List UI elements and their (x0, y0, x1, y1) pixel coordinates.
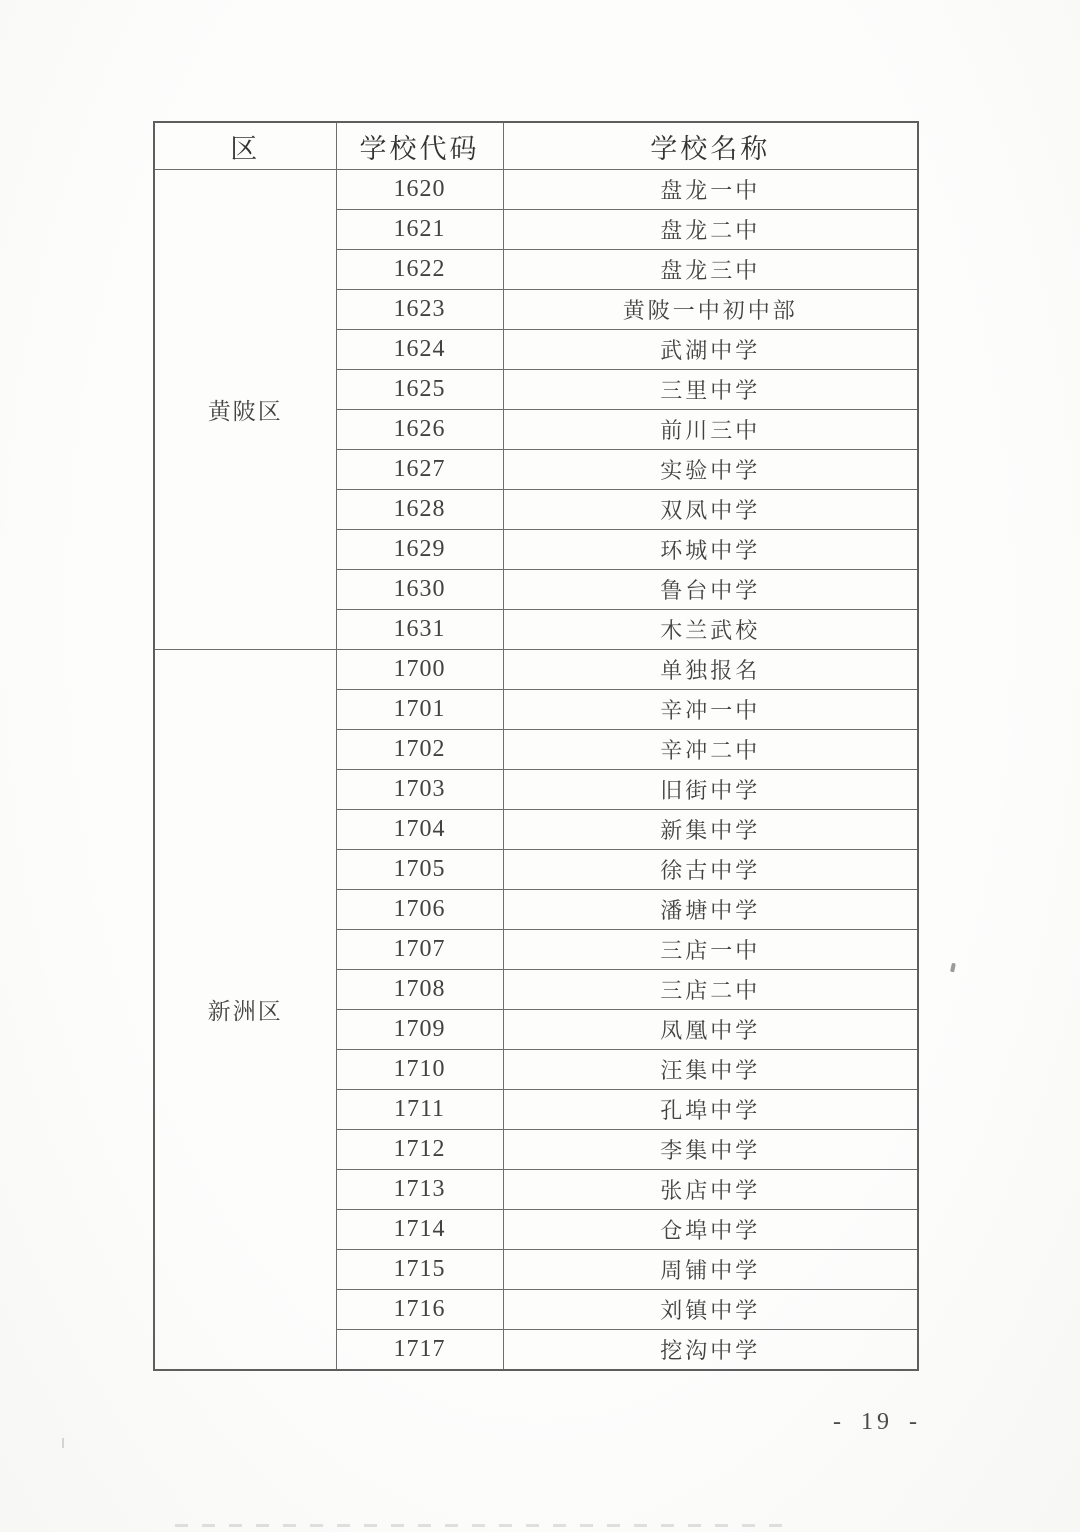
school-name-cell: 张店中学 (503, 1170, 918, 1210)
school-code-cell: 1715 (336, 1250, 503, 1290)
page-number: - 19 - (833, 1409, 921, 1435)
district-cell: 黄陂区 (154, 170, 336, 650)
school-code-cell: 1625 (336, 370, 503, 410)
school-name-cell: 三里中学 (503, 370, 918, 410)
school-name-cell: 孔埠中学 (503, 1090, 918, 1130)
school-name-cell: 潘塘中学 (503, 890, 918, 930)
school-name-cell: 汪集中学 (503, 1050, 918, 1090)
school-name-cell: 黄陂一中初中部 (503, 290, 918, 330)
school-code-cell: 1706 (336, 890, 503, 930)
school-code-cell: 1622 (336, 250, 503, 290)
school-name-cell: 新集中学 (503, 810, 918, 850)
school-code-cell: 1716 (336, 1290, 503, 1330)
school-code-cell: 1714 (336, 1210, 503, 1250)
school-name-cell: 李集中学 (503, 1130, 918, 1170)
header-school-code: 学校代码 (336, 122, 503, 170)
school-code-cell: 1703 (336, 770, 503, 810)
school-name-cell: 木兰武校 (503, 610, 918, 650)
header-district: 区 (154, 122, 336, 170)
school-name-cell: 三店一中 (503, 930, 918, 970)
school-name-cell: 三店二中 (503, 970, 918, 1010)
school-name-cell: 周铺中学 (503, 1250, 918, 1290)
school-code-cell: 1623 (336, 290, 503, 330)
school-code-cell: 1621 (336, 210, 503, 250)
school-name-cell: 盘龙二中 (503, 210, 918, 250)
table-header (154, 122, 918, 170)
school-name-cell: 盘龙一中 (503, 170, 918, 210)
school-name-cell: 鲁台中学 (503, 570, 918, 610)
school-name-cell: 单独报名 (503, 650, 918, 690)
school-name-cell: 刘镇中学 (503, 1290, 918, 1330)
school-name-cell: 徐古中学 (503, 850, 918, 890)
school-name-cell: 凤凰中学 (503, 1010, 918, 1050)
table-row (154, 170, 918, 210)
school-name-cell: 辛冲一中 (503, 690, 918, 730)
scan-speck-artifact (950, 963, 956, 973)
school-name-cell: 挖沟中学 (503, 1330, 918, 1371)
header-row (154, 122, 918, 170)
school-name-cell: 环城中学 (503, 530, 918, 570)
school-code-cell: 1630 (336, 570, 503, 610)
school-code-cell: 1631 (336, 610, 503, 650)
school-code-cell: 1712 (336, 1130, 503, 1170)
school-code-cell: 1620 (336, 170, 503, 210)
school-code-cell: 1707 (336, 930, 503, 970)
school-code-table (153, 121, 919, 1371)
school-code-cell: 1627 (336, 450, 503, 490)
school-name-cell: 旧街中学 (503, 770, 918, 810)
scan-bottom-smudge-artifact (175, 1524, 790, 1527)
table-row (154, 650, 918, 690)
district-cell: 新洲区 (154, 650, 336, 1371)
school-name-cell: 前川三中 (503, 410, 918, 450)
school-code-cell: 1711 (336, 1090, 503, 1130)
school-name-cell: 武湖中学 (503, 330, 918, 370)
school-code-cell: 1700 (336, 650, 503, 690)
school-code-cell: 1624 (336, 330, 503, 370)
school-code-cell: 1628 (336, 490, 503, 530)
header-school-name: 学校名称 (503, 122, 918, 170)
table-body (154, 170, 918, 1371)
school-name-cell: 双凤中学 (503, 490, 918, 530)
school-code-cell: 1629 (336, 530, 503, 570)
scan-tick-artifact (62, 1438, 64, 1448)
school-code-cell: 1705 (336, 850, 503, 890)
school-name-cell: 实验中学 (503, 450, 918, 490)
school-code-cell: 1626 (336, 410, 503, 450)
school-name-cell: 仓埠中学 (503, 1210, 918, 1250)
school-code-cell: 1708 (336, 970, 503, 1010)
school-code-cell: 1713 (336, 1170, 503, 1210)
school-code-cell: 1710 (336, 1050, 503, 1090)
school-code-cell: 1701 (336, 690, 503, 730)
school-code-cell: 1702 (336, 730, 503, 770)
school-name-cell: 辛冲二中 (503, 730, 918, 770)
school-code-cell: 1704 (336, 810, 503, 850)
school-code-cell: 1717 (336, 1330, 503, 1371)
school-name-cell: 盘龙三中 (503, 250, 918, 290)
school-code-cell: 1709 (336, 1010, 503, 1050)
